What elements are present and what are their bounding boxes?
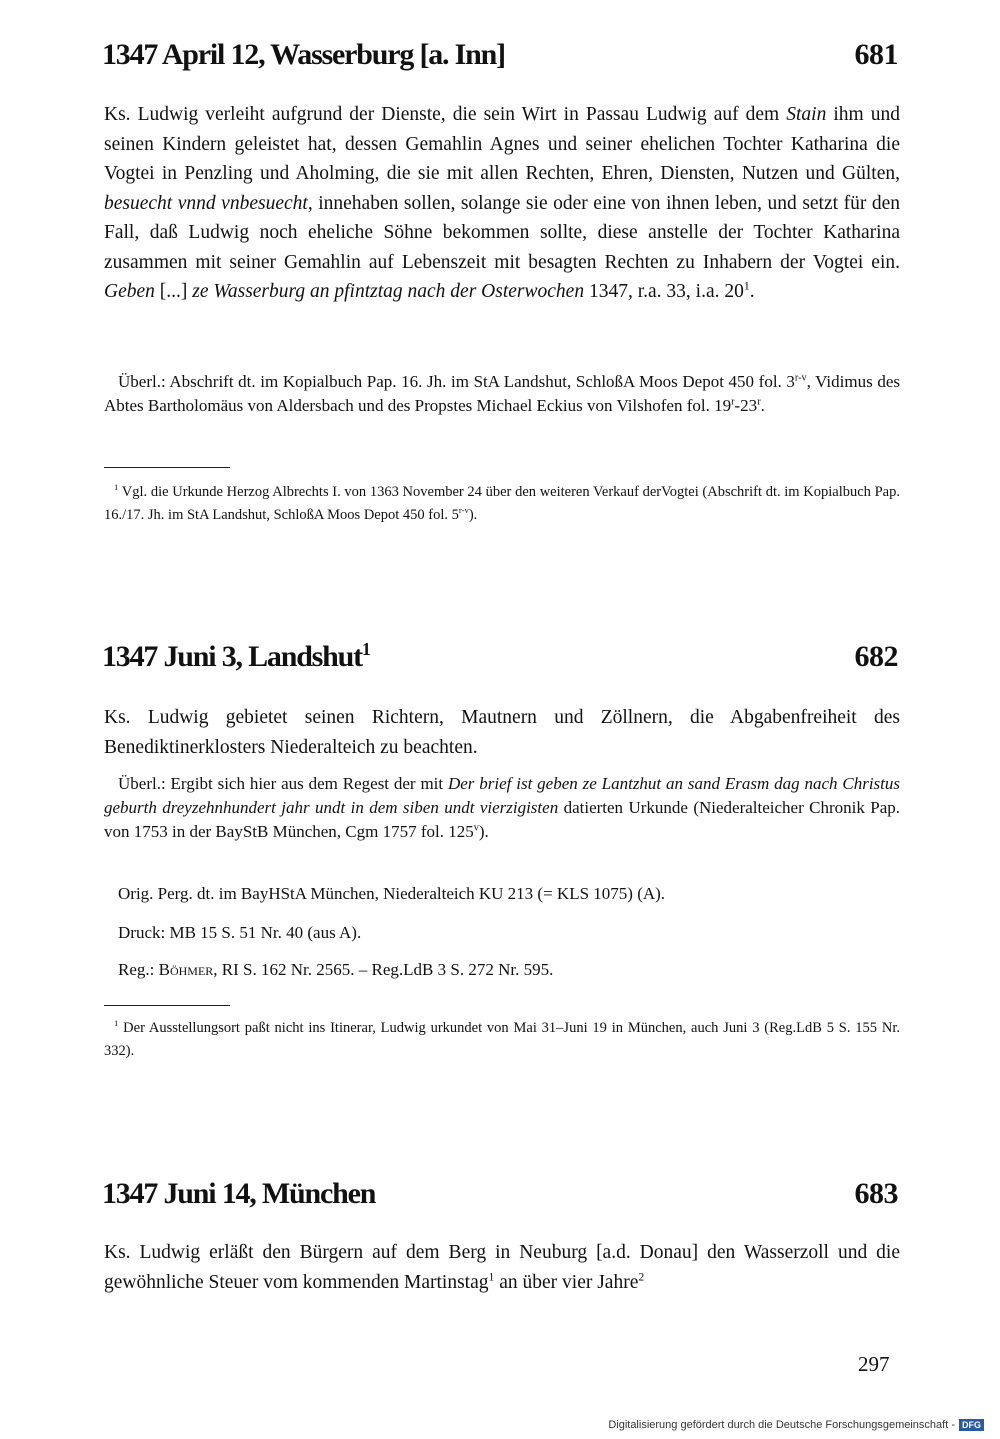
entry-682-regest-note: [104, 958, 900, 982]
entry-683-regest: [104, 1238, 900, 1297]
text-run: 1347, r.a. 33, i.a. 20: [584, 281, 744, 302]
entry-number: 682: [854, 640, 898, 673]
footnote-marker: 1: [114, 1018, 119, 1029]
entry-683-header: [102, 1177, 898, 1211]
quoted-text: Der brief ist geben ze Lantzhut an sand Erasm dag nach Christus geburth dreyzehnhundert jahr undt in dem siben undt vierzigisten: [104, 774, 900, 817]
entry-681-footnote: [104, 481, 900, 527]
text-run: , RI S. 162 Nr. 2565. – Reg.LdB 3 S. 272 Nr. 595.: [213, 960, 554, 979]
text-run: Reg.:: [118, 960, 159, 979]
entry-682-transmission-note: [104, 772, 900, 844]
page-number: 297: [858, 1352, 890, 1376]
text-run: .: [749, 281, 755, 302]
footnote-marker: r: [757, 396, 761, 408]
footnote-divider: [104, 467, 230, 468]
text-run: [...]: [154, 281, 193, 302]
text-run: an über vier Jahre: [494, 1271, 639, 1293]
entry-681-transmission-note: [104, 370, 900, 418]
text-run: , innehaben sollen, solange sie oder eine von ihnen leben, und setzt für den Fall, daß Ludwig noch eheliche Söhne bekommen sollte, diese anstelle der Tochter Katharina zusammen mit seiner Gemahlin auf Lebenszeit mit besagten Rechten zu Inhabern der Vogtei ein.: [104, 192, 900, 273]
entry-681-header: [102, 38, 898, 72]
footnote-marker: 2: [638, 1270, 645, 1283]
quoted-text: Geben: [104, 281, 155, 302]
entry-682-footnote: [104, 1017, 900, 1063]
footnote-divider: [104, 1005, 230, 1006]
footnote-marker: r: [731, 396, 735, 408]
entry-title-text: 1347 Juni 3, Landshut: [102, 640, 362, 673]
entry-title-footnote-marker: 1: [361, 639, 370, 659]
text-run: .: [760, 396, 765, 415]
entry-681-regest: [104, 100, 900, 307]
footnote-marker: 1: [488, 1270, 495, 1283]
text-run: Ks. Ludwig erläßt den Bürgern auf dem Berg in Neuburg [a.d. Donau] den Wasserzoll und die gewöhnliche Steuer vom kommenden Martinstag: [104, 1242, 900, 1293]
text-run: Überl.: Ergibt sich hier aus dem Regest der mit: [118, 774, 448, 793]
text-run: Vgl. die Urkunde Herzog Albrechts I. von 1363 November 24 über den weiteren Verkauf derVogtei (Abschrift dt. im Kopialbuch Pap. 16./17. Jh. im StA Landshut, SchloßA Moos Depot 450 fol. 5: [104, 484, 900, 523]
digitization-credit: [608, 1419, 984, 1431]
quoted-text: besuecht vnnd vnbesuecht: [104, 192, 308, 214]
entry-682-print-note: [104, 921, 900, 945]
entry-number: 683: [854, 1177, 898, 1210]
footnote-marker: r-v: [794, 372, 807, 384]
footnote-marker: v: [473, 822, 479, 834]
text-run: Ks. Ludwig verleiht aufgrund der Dienste, die sein Wirt in Passau Ludwig auf dem: [104, 104, 787, 125]
footnote-marker: 1: [743, 279, 750, 293]
text-run: Der Ausstellungsort paßt nicht ins Itinerar, Ludwig urkundet von Mai 31–Juni 19 in München, auch Juni 3 (Reg.LdB 5 S. 155 Nr. 332).: [104, 1020, 900, 1059]
quoted-text: ze Wasserburg an pfintztag nach der Osterwochen: [192, 281, 585, 302]
footnote-marker: 1: [114, 482, 119, 493]
author-name: Böhmer: [158, 960, 214, 979]
text-run: ).: [478, 822, 489, 841]
entry-number: 681: [854, 38, 898, 71]
dfg-logo: DFG: [959, 1419, 984, 1431]
entry-title: [102, 640, 370, 674]
text-run: datierten Urkunde (Niederalteicher Chronik Pap. von 1753 in der BayStB München, Cgm 1757 fol. 125: [104, 798, 900, 841]
entry-682-original-note: [104, 882, 900, 906]
text-run: Druck: MB 15 S. 51 Nr. 40 (aus A).: [118, 923, 362, 942]
text-run: ihm und seinen Kindern geleistet hat, dessen Gemahlin Agnes und seiner ehelichen Tochter Katharina die Vogtei in Penzling und Aholming, die sie mit allen Rechten, Ehren, Diensten, Nutzen und Gülten,: [104, 104, 900, 184]
quoted-text: Stain: [786, 104, 827, 125]
entry-title: 1347 April 12, Wasserburg [a. Inn]: [102, 38, 505, 71]
credit-text: Digitalisierung gefördert durch die Deutsche Forschungsgemeinschaft -: [608, 1419, 955, 1431]
text-run: Ks. Ludwig gebietet seinen Richtern, Mautnern und Zöllnern, die Abgabenfreiheit des Benediktinerklosters Niederalteich zu beachten.: [104, 707, 900, 758]
entry-682-header: [102, 640, 898, 674]
text-run: Orig. Perg. dt. im BayHStA München, Niederalteich KU 213 (= KLS 1075) (A).: [118, 884, 666, 903]
text-run: , Vidimus des Abtes Bartholomäus von Aldersbach und des Propstes Michael Eckius von Vilshofen fol. 19: [104, 372, 900, 415]
footnote-marker: r-v: [458, 505, 469, 516]
entry-682-regest: [104, 703, 900, 762]
text-run: -23: [734, 396, 758, 415]
entry-title: 1347 Juni 14, München: [102, 1177, 376, 1210]
text-run: Überl.: Abschrift dt. im Kopialbuch Pap. 16. Jh. im StA Landshut, SchloßA Moos Depot 450 fol. 3: [118, 372, 795, 391]
text-run: ).: [468, 507, 478, 523]
